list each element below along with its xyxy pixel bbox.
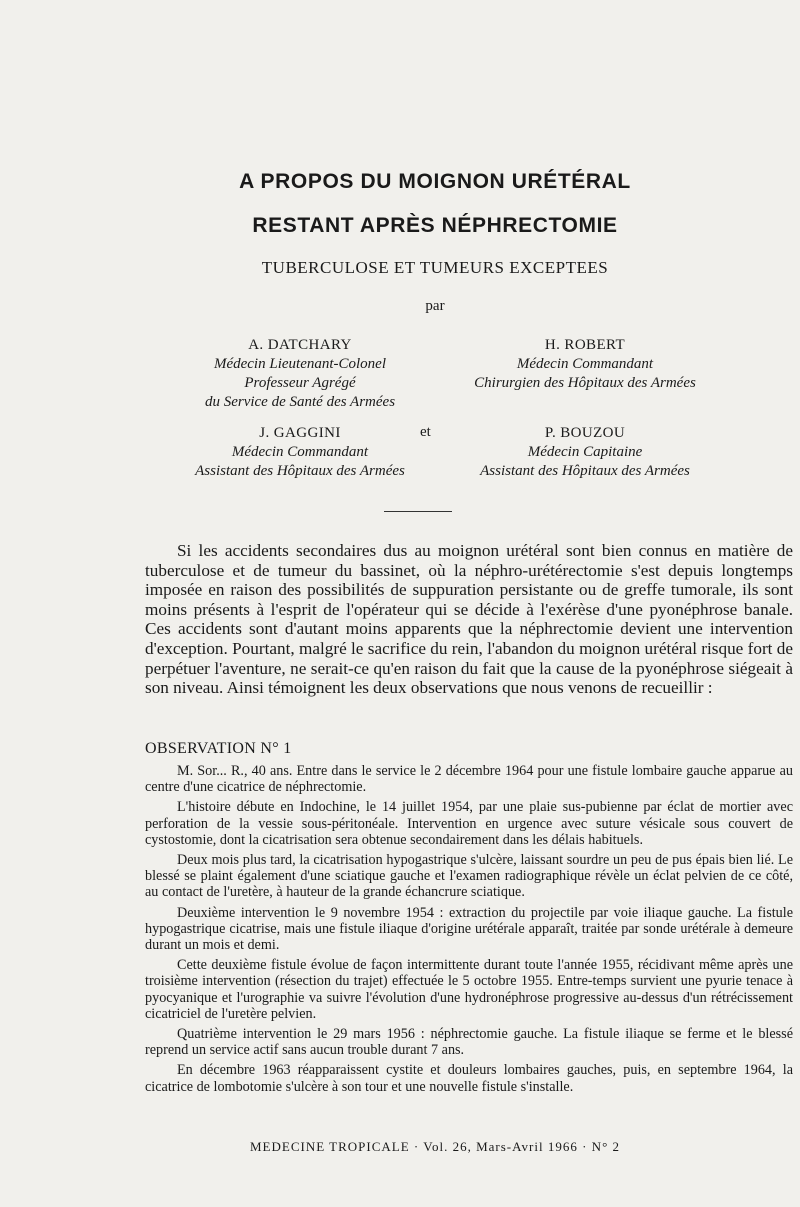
author-role: Assistant des Hôpitaux des Armées xyxy=(195,463,405,479)
author-role: Médecin Lieutenant-Colonel xyxy=(213,356,387,372)
body-paragraph: En décembre 1963 réapparaissent cystite et douleurs lombaires gauches, puis, en septembre 1964, la cicatrice de lombotomie s'ulcère à son tour et une nouvelle fistule s'installe. xyxy=(145,1062,793,1095)
author-role: du Service de Santé des Armées xyxy=(204,394,396,410)
author-role: Chirurgien des Hôpitaux des Armées xyxy=(474,375,696,391)
introduction xyxy=(145,541,793,698)
author-role: Professeur Agrégé xyxy=(244,375,356,391)
author-name: P. BOUZOU xyxy=(544,425,626,441)
body-paragraph: L'histoire débute en Indochine, le 14 juillet 1954, par une plaie sus-pubienne par éclat de mortier avec perforation de la vessie sous-péritonéale. Intervention en urgence avec suture vésicale sous couvert de cystostomie, dont la cicatrisation sera obtenue secondairement dans les délais habituels. xyxy=(145,799,793,848)
article-subtitle: TUBERCULOSE ET TUMEURS EXCEPTEES xyxy=(261,258,609,277)
article-title-line-1: A PROPOS DU MOIGNON URÉTÉRAL xyxy=(239,170,631,193)
author-role: Assistant des Hôpitaux des Armées xyxy=(480,463,690,479)
author-name: H. ROBERT xyxy=(544,337,626,353)
journal-footer: MEDECINE TROPICALE · Vol. 26, Mars-Avril 1966 · N° 2 xyxy=(249,1139,621,1154)
body-paragraph: Quatrième intervention le 29 mars 1956 : néphrectomie gauche. La fistule iliaque se ferme et le blessé reprend un service actif sans aucun trouble durant 7 ans. xyxy=(145,1026,793,1059)
separator-rule xyxy=(384,511,452,512)
intro-paragraph: Si les accidents secondaires dus au moignon urétéral sont bien connus en matière de tuberculose et de tumeur du bassinet, où la néphro-urétérectomie s'est depuis longtemps imposée en raison des possibilités de suppuration persistante ou de greffe tumorale, ils sont moins présents à l'esprit de l'opérateur qui se décide à l'exérèse d'une pyonéphrose banale. Ces accidents sont d'autant moins apparents que la néphrectomie devient une intervention d'exception. Pourtant, malgré le sacrifice du rein, l'abandon du moignon urétéral risque fort de perpétuer l'aventure, ne serait-ce qu'en raison du fait que la cause de la pyonéphrose siégeait à son niveau. Ainsi témoignent les deux observations que nous venons de recueillir : xyxy=(145,541,793,698)
article-title-line-2: RESTANT APRÈS NÉPHRECTOMIE xyxy=(252,214,618,237)
author-datchary xyxy=(165,336,435,412)
author-bouzou xyxy=(455,424,715,481)
author-name: J. GAGGINI xyxy=(259,425,341,441)
author-role: Médecin Commandant xyxy=(516,356,654,372)
observation-heading: OBSERVATION N° 1 xyxy=(145,740,292,757)
author-gaggini xyxy=(155,424,445,481)
body-paragraph: Deuxième intervention le 9 novembre 1954 : extraction du projectile par voie iliaque gauche. La fistule hypogastrique cicatrise, mais une fistule iliaque d'origine urétérale apparaît, traitée par sonde urétérale à demeure durant un mois et demi. xyxy=(145,904,793,954)
author-robert xyxy=(455,336,715,393)
and-label: et xyxy=(420,424,431,440)
body-paragraph: M. Sor... R., 40 ans. Entre dans le service le 2 décembre 1964 pour une fistule lombaire gauche apparue au centre d'une cicatrice de néphrectomie. xyxy=(145,763,793,796)
body-paragraph: Deux mois plus tard, la cicatrisation hypogastrique s'ulcère, laissant sourdre un peu de pus épais bien lié. Le blessé se plaint également d'une sciatique gauche et l'examen radiographique révèle un éclat pelvien de ce côté, au contact de l'uretère, à hauteur de la grande échancrure sciatique. xyxy=(145,852,793,901)
by-label: par xyxy=(425,298,445,314)
author-role: Médecin Capitaine xyxy=(527,444,643,460)
observation-body xyxy=(145,763,793,1099)
author-role: Médecin Commandant xyxy=(231,444,369,460)
author-name: A. DATCHARY xyxy=(248,337,352,353)
body-paragraph: Cette deuxième fistule évolue de façon intermittente durant toute l'année 1955, récidivant même après une troisième intervention (résection du trajet) effectuée le 5 octobre 1955. Entre-temps survient une pyurie tenace à pyocyanique et l'urographie va suivre l'évolution d'une hydronéphrose progressive au-dessus d'un rétrécissement cicatriciel de l'uretère pelvien. xyxy=(145,957,793,1022)
